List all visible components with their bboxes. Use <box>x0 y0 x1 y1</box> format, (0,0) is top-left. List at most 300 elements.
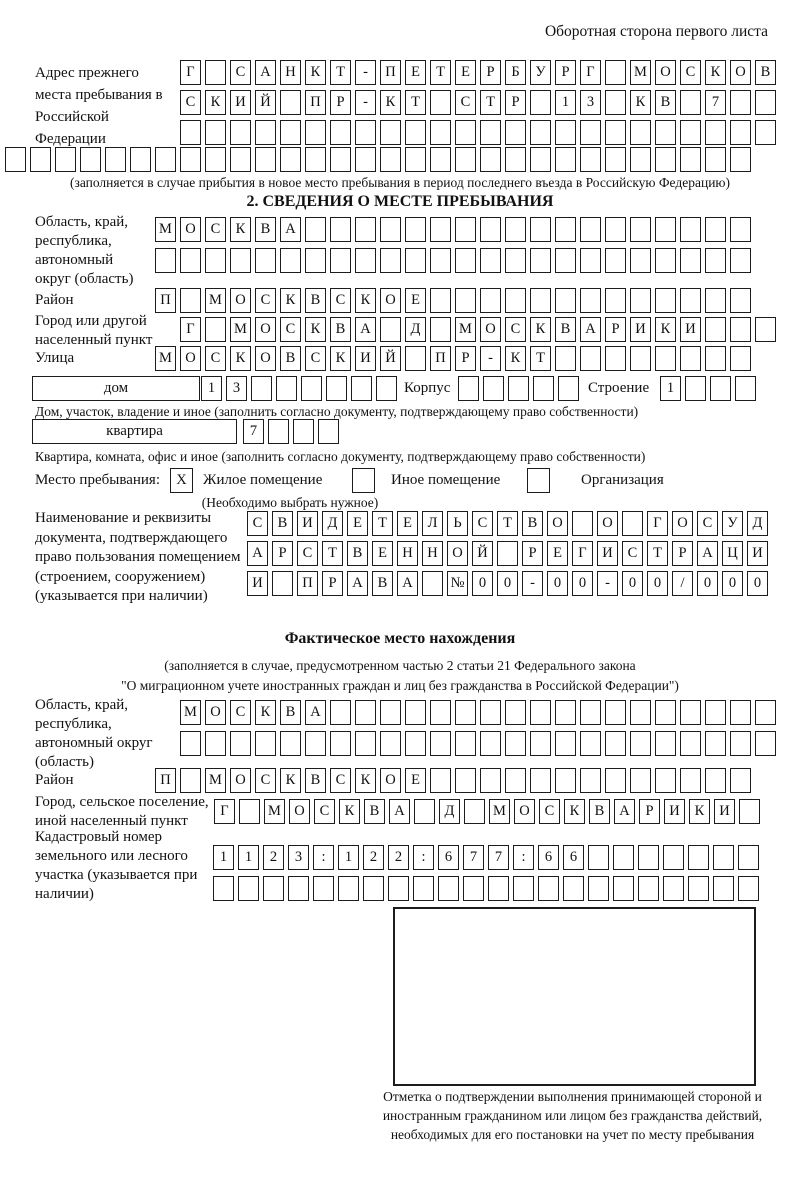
char-box[interactable] <box>680 248 701 273</box>
char-box[interactable] <box>508 376 529 401</box>
char-box[interactable] <box>605 248 626 273</box>
char-box[interactable] <box>330 120 351 145</box>
char-box[interactable] <box>555 248 576 273</box>
char-box[interactable]: Н <box>280 60 301 85</box>
char-box[interactable]: М <box>205 288 226 313</box>
char-box[interactable] <box>680 90 701 115</box>
char-box[interactable]: К <box>255 700 276 725</box>
char-box[interactable] <box>455 768 476 793</box>
char-box[interactable] <box>330 700 351 725</box>
char-box[interactable]: С <box>255 288 276 313</box>
char-box[interactable]: К <box>280 768 301 793</box>
char-box[interactable] <box>505 731 526 756</box>
char-box[interactable] <box>755 700 776 725</box>
char-box[interactable]: Е <box>405 288 426 313</box>
char-box[interactable] <box>280 248 301 273</box>
char-box[interactable] <box>380 248 401 273</box>
char-box[interactable]: 1 <box>213 845 234 870</box>
char-box[interactable] <box>301 376 322 401</box>
char-box[interactable] <box>605 700 626 725</box>
char-box[interactable] <box>580 768 601 793</box>
char-box[interactable]: А <box>305 700 326 725</box>
char-box[interactable]: К <box>330 346 351 371</box>
char-box[interactable] <box>555 346 576 371</box>
char-box[interactable] <box>555 288 576 313</box>
char-box[interactable]: К <box>505 346 526 371</box>
char-box[interactable]: Н <box>397 541 418 566</box>
char-box[interactable] <box>572 511 593 536</box>
char-box[interactable] <box>380 147 401 172</box>
char-box[interactable]: 7 <box>243 419 264 444</box>
char-box[interactable]: П <box>430 346 451 371</box>
char-box[interactable] <box>688 845 709 870</box>
char-box[interactable]: 3 <box>580 90 601 115</box>
char-box[interactable] <box>735 376 756 401</box>
char-box[interactable]: / <box>672 571 693 596</box>
char-box[interactable] <box>276 376 297 401</box>
char-box[interactable] <box>630 768 651 793</box>
char-box[interactable] <box>205 731 226 756</box>
char-box[interactable]: О <box>547 511 568 536</box>
char-box[interactable]: А <box>580 317 601 342</box>
char-box[interactable] <box>555 147 576 172</box>
char-box[interactable]: М <box>180 700 201 725</box>
char-box[interactable]: К <box>355 768 376 793</box>
char-box[interactable] <box>680 700 701 725</box>
char-box[interactable] <box>705 700 726 725</box>
char-box[interactable] <box>655 248 676 273</box>
char-box[interactable] <box>155 248 176 273</box>
char-box[interactable] <box>422 571 443 596</box>
char-box[interactable]: Д <box>439 799 460 824</box>
char-box[interactable] <box>288 876 309 901</box>
char-box[interactable]: В <box>655 90 676 115</box>
char-box[interactable] <box>680 217 701 242</box>
char-box[interactable] <box>505 248 526 273</box>
char-box[interactable] <box>255 731 276 756</box>
char-box[interactable]: Е <box>347 511 368 536</box>
char-box[interactable]: Б <box>505 60 526 85</box>
char-box[interactable] <box>251 376 272 401</box>
char-box[interactable]: В <box>589 799 610 824</box>
char-box[interactable]: О <box>514 799 535 824</box>
char-box[interactable] <box>376 376 397 401</box>
char-box[interactable] <box>55 147 76 172</box>
char-box[interactable]: К <box>530 317 551 342</box>
char-box[interactable]: Е <box>372 541 393 566</box>
char-box[interactable]: Л <box>422 511 443 536</box>
char-box[interactable] <box>405 120 426 145</box>
char-box[interactable]: 0 <box>697 571 718 596</box>
char-box[interactable]: : <box>313 845 334 870</box>
char-box[interactable] <box>630 700 651 725</box>
char-box[interactable] <box>205 317 226 342</box>
char-box[interactable] <box>680 731 701 756</box>
char-box[interactable]: 6 <box>438 845 459 870</box>
char-box[interactable] <box>263 876 284 901</box>
char-box[interactable]: И <box>297 511 318 536</box>
char-box[interactable]: С <box>330 288 351 313</box>
char-box[interactable]: Й <box>472 541 493 566</box>
char-box[interactable] <box>505 700 526 725</box>
char-box[interactable]: С <box>247 511 268 536</box>
char-box[interactable]: В <box>372 571 393 596</box>
char-box[interactable] <box>605 346 626 371</box>
char-box[interactable] <box>230 120 251 145</box>
char-box[interactable] <box>255 120 276 145</box>
char-box[interactable] <box>655 700 676 725</box>
char-box[interactable]: 0 <box>547 571 568 596</box>
char-box[interactable]: П <box>305 90 326 115</box>
char-box[interactable] <box>630 731 651 756</box>
char-box[interactable]: К <box>230 217 251 242</box>
char-box[interactable] <box>563 876 584 901</box>
char-box[interactable]: Р <box>639 799 660 824</box>
char-box[interactable]: М <box>230 317 251 342</box>
char-box[interactable]: А <box>397 571 418 596</box>
char-box[interactable] <box>205 60 226 85</box>
char-box[interactable] <box>505 768 526 793</box>
char-box[interactable] <box>613 845 634 870</box>
char-box[interactable]: Т <box>405 90 426 115</box>
char-box[interactable] <box>180 248 201 273</box>
char-box[interactable]: Г <box>214 799 235 824</box>
char-box[interactable]: О <box>230 288 251 313</box>
char-box[interactable] <box>405 147 426 172</box>
char-box[interactable]: О <box>380 768 401 793</box>
char-box[interactable]: С <box>622 541 643 566</box>
char-box[interactable] <box>655 288 676 313</box>
char-box[interactable] <box>655 147 676 172</box>
char-box[interactable]: - <box>355 90 376 115</box>
char-box[interactable] <box>730 768 751 793</box>
house-type-box[interactable] <box>32 376 200 401</box>
char-box[interactable]: В <box>272 511 293 536</box>
char-box[interactable]: В <box>330 317 351 342</box>
char-box[interactable] <box>480 768 501 793</box>
char-box[interactable] <box>655 731 676 756</box>
char-box[interactable] <box>513 876 534 901</box>
char-box[interactable] <box>355 700 376 725</box>
char-box[interactable] <box>730 700 751 725</box>
char-box[interactable]: К <box>689 799 710 824</box>
char-box[interactable] <box>293 419 314 444</box>
char-box[interactable] <box>205 147 226 172</box>
char-box[interactable] <box>530 217 551 242</box>
char-box[interactable] <box>605 120 626 145</box>
char-box[interactable] <box>480 147 501 172</box>
char-box[interactable]: С <box>255 768 276 793</box>
char-box[interactable] <box>530 700 551 725</box>
char-box[interactable] <box>739 799 760 824</box>
char-box[interactable] <box>713 876 734 901</box>
char-box[interactable]: С <box>472 511 493 536</box>
char-box[interactable] <box>530 768 551 793</box>
char-box[interactable] <box>330 147 351 172</box>
char-box[interactable] <box>730 288 751 313</box>
char-box[interactable]: О <box>205 700 226 725</box>
char-box[interactable] <box>238 876 259 901</box>
char-box[interactable] <box>130 147 151 172</box>
char-box[interactable] <box>630 346 651 371</box>
char-box[interactable]: И <box>680 317 701 342</box>
char-box[interactable] <box>710 376 731 401</box>
char-box[interactable] <box>755 90 776 115</box>
char-box[interactable]: О <box>655 60 676 85</box>
char-box[interactable]: К <box>380 90 401 115</box>
char-box[interactable] <box>455 217 476 242</box>
char-box[interactable]: О <box>255 317 276 342</box>
char-box[interactable] <box>363 876 384 901</box>
char-box[interactable]: 1 <box>660 376 681 401</box>
char-box[interactable] <box>430 317 451 342</box>
char-box[interactable]: У <box>722 511 743 536</box>
char-box[interactable] <box>338 876 359 901</box>
char-box[interactable]: С <box>230 700 251 725</box>
char-box[interactable]: О <box>255 346 276 371</box>
char-box[interactable] <box>318 419 339 444</box>
char-box[interactable]: В <box>280 346 301 371</box>
char-box[interactable]: Р <box>480 60 501 85</box>
char-box[interactable]: В <box>305 288 326 313</box>
char-box[interactable]: У <box>530 60 551 85</box>
char-box[interactable] <box>663 845 684 870</box>
char-box[interactable]: 0 <box>647 571 668 596</box>
char-box[interactable]: Т <box>497 511 518 536</box>
char-box[interactable] <box>30 147 51 172</box>
char-box[interactable]: С <box>280 317 301 342</box>
char-box[interactable] <box>455 731 476 756</box>
char-box[interactable] <box>497 541 518 566</box>
char-box[interactable] <box>680 346 701 371</box>
char-box[interactable] <box>555 768 576 793</box>
char-box[interactable] <box>488 876 509 901</box>
char-box[interactable] <box>685 376 706 401</box>
char-box[interactable] <box>438 876 459 901</box>
char-box[interactable] <box>180 147 201 172</box>
char-box[interactable]: И <box>597 541 618 566</box>
char-box[interactable] <box>458 376 479 401</box>
char-box[interactable] <box>730 217 751 242</box>
char-box[interactable] <box>730 90 751 115</box>
char-box[interactable]: О <box>672 511 693 536</box>
char-box[interactable] <box>530 90 551 115</box>
char-box[interactable] <box>638 845 659 870</box>
char-box[interactable] <box>305 147 326 172</box>
char-box[interactable] <box>655 120 676 145</box>
char-box[interactable] <box>464 799 485 824</box>
char-box[interactable]: 3 <box>288 845 309 870</box>
char-box[interactable] <box>755 317 776 342</box>
char-box[interactable] <box>430 120 451 145</box>
char-box[interactable]: Ь <box>447 511 468 536</box>
char-box[interactable] <box>355 120 376 145</box>
char-box[interactable]: А <box>614 799 635 824</box>
char-box[interactable] <box>588 845 609 870</box>
char-box[interactable]: Д <box>405 317 426 342</box>
char-box[interactable] <box>580 217 601 242</box>
char-box[interactable] <box>272 571 293 596</box>
char-box[interactable] <box>430 147 451 172</box>
char-box[interactable] <box>605 217 626 242</box>
char-box[interactable] <box>755 731 776 756</box>
char-box[interactable] <box>630 120 651 145</box>
char-box[interactable] <box>738 876 759 901</box>
char-box[interactable] <box>463 876 484 901</box>
char-box[interactable] <box>555 217 576 242</box>
char-box[interactable] <box>313 876 334 901</box>
char-box[interactable] <box>580 147 601 172</box>
char-box[interactable]: : <box>513 845 534 870</box>
char-box[interactable] <box>5 147 26 172</box>
char-box[interactable]: Т <box>322 541 343 566</box>
char-box[interactable] <box>655 217 676 242</box>
char-box[interactable] <box>688 876 709 901</box>
char-box[interactable]: О <box>730 60 751 85</box>
char-box[interactable] <box>180 120 201 145</box>
char-box[interactable] <box>455 120 476 145</box>
char-box[interactable] <box>105 147 126 172</box>
char-box[interactable] <box>430 731 451 756</box>
char-box[interactable]: К <box>630 90 651 115</box>
char-box[interactable]: А <box>355 317 376 342</box>
char-box[interactable]: В <box>280 700 301 725</box>
char-box[interactable] <box>380 217 401 242</box>
char-box[interactable]: Г <box>180 317 201 342</box>
char-box[interactable]: А <box>389 799 410 824</box>
char-box[interactable] <box>405 700 426 725</box>
char-box[interactable] <box>388 876 409 901</box>
char-box[interactable] <box>180 768 201 793</box>
char-box[interactable] <box>580 120 601 145</box>
char-box[interactable] <box>430 217 451 242</box>
char-box[interactable]: - <box>480 346 501 371</box>
char-box[interactable]: М <box>455 317 476 342</box>
char-box[interactable]: Т <box>430 60 451 85</box>
char-box[interactable]: О <box>289 799 310 824</box>
char-box[interactable]: С <box>305 346 326 371</box>
char-box[interactable] <box>205 248 226 273</box>
char-box[interactable] <box>230 731 251 756</box>
char-box[interactable] <box>330 217 351 242</box>
char-box[interactable]: В <box>364 799 385 824</box>
char-box[interactable] <box>680 120 701 145</box>
char-box[interactable] <box>705 288 726 313</box>
char-box[interactable] <box>680 288 701 313</box>
char-box[interactable] <box>430 700 451 725</box>
char-box[interactable] <box>655 346 676 371</box>
char-box[interactable] <box>630 248 651 273</box>
char-box[interactable] <box>505 120 526 145</box>
char-box[interactable]: С <box>297 541 318 566</box>
char-box[interactable] <box>480 120 501 145</box>
char-box[interactable]: Г <box>580 60 601 85</box>
char-box[interactable]: К <box>705 60 726 85</box>
char-box[interactable] <box>663 876 684 901</box>
char-box[interactable]: О <box>597 511 618 536</box>
char-box[interactable]: 0 <box>572 571 593 596</box>
char-box[interactable]: 0 <box>472 571 493 596</box>
char-box[interactable] <box>605 147 626 172</box>
char-box[interactable] <box>605 60 626 85</box>
char-box[interactable] <box>305 217 326 242</box>
char-box[interactable] <box>255 147 276 172</box>
char-box[interactable] <box>355 147 376 172</box>
char-box[interactable]: - <box>355 60 376 85</box>
char-box[interactable] <box>430 90 451 115</box>
char-box[interactable]: П <box>155 288 176 313</box>
char-box[interactable] <box>455 248 476 273</box>
char-box[interactable]: Р <box>505 90 526 115</box>
char-box[interactable] <box>730 346 751 371</box>
char-box[interactable]: А <box>347 571 368 596</box>
char-box[interactable] <box>380 317 401 342</box>
char-box[interactable]: С <box>205 346 226 371</box>
char-box[interactable] <box>480 217 501 242</box>
char-box[interactable]: : <box>413 845 434 870</box>
char-box[interactable] <box>605 731 626 756</box>
char-box[interactable]: 6 <box>538 845 559 870</box>
char-box[interactable] <box>351 376 372 401</box>
char-box[interactable]: М <box>630 60 651 85</box>
char-box[interactable]: 0 <box>722 571 743 596</box>
char-box[interactable]: Т <box>372 511 393 536</box>
char-box[interactable] <box>530 120 551 145</box>
char-box[interactable] <box>655 768 676 793</box>
char-box[interactable]: Е <box>547 541 568 566</box>
char-box[interactable] <box>326 376 347 401</box>
char-box[interactable] <box>405 731 426 756</box>
char-box[interactable]: С <box>680 60 701 85</box>
char-box[interactable]: 3 <box>226 376 247 401</box>
char-box[interactable] <box>483 376 504 401</box>
char-box[interactable] <box>555 731 576 756</box>
char-box[interactable]: О <box>180 217 201 242</box>
char-box[interactable]: С <box>539 799 560 824</box>
char-box[interactable] <box>355 731 376 756</box>
char-box[interactable] <box>80 147 101 172</box>
char-box[interactable] <box>380 731 401 756</box>
char-box[interactable] <box>622 511 643 536</box>
char-box[interactable] <box>480 248 501 273</box>
char-box[interactable] <box>580 288 601 313</box>
char-box[interactable]: К <box>339 799 360 824</box>
char-box[interactable] <box>180 288 201 313</box>
char-box[interactable] <box>414 799 435 824</box>
char-box[interactable]: Р <box>672 541 693 566</box>
char-box[interactable] <box>613 876 634 901</box>
char-box[interactable] <box>730 731 751 756</box>
char-box[interactable] <box>330 731 351 756</box>
char-box[interactable]: Е <box>455 60 476 85</box>
char-box[interactable] <box>405 248 426 273</box>
char-box[interactable]: Т <box>330 60 351 85</box>
char-box[interactable]: И <box>230 90 251 115</box>
char-box[interactable]: О <box>380 288 401 313</box>
char-box[interactable]: Р <box>455 346 476 371</box>
char-box[interactable]: А <box>280 217 301 242</box>
char-box[interactable]: М <box>264 799 285 824</box>
char-box[interactable]: Р <box>522 541 543 566</box>
char-box[interactable] <box>730 317 751 342</box>
char-box[interactable] <box>705 317 726 342</box>
char-box[interactable]: О <box>447 541 468 566</box>
char-box[interactable]: С <box>330 768 351 793</box>
char-box[interactable]: К <box>230 346 251 371</box>
char-box[interactable]: И <box>714 799 735 824</box>
char-box[interactable]: 1 <box>238 845 259 870</box>
char-box[interactable]: Е <box>397 511 418 536</box>
